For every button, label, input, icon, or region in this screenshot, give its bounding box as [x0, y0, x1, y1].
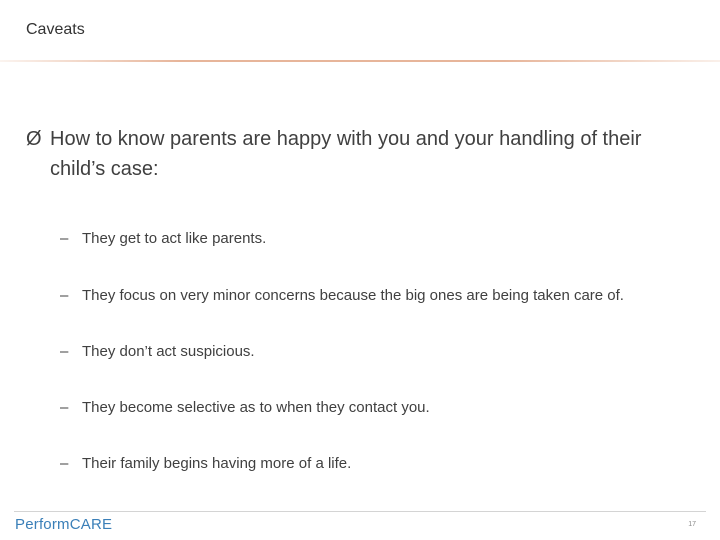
sub-item-text: They get to act like parents.	[82, 230, 267, 247]
slide-title: Caveats	[26, 21, 85, 38]
dash-bullet-icon: –	[60, 343, 69, 360]
logo-text-care: CARE	[69, 516, 113, 533]
main-bullet	[26, 124, 686, 184]
main-bullet-text: How to know parents are happy with you and your handling of their child’s case:	[50, 128, 642, 180]
logo-text-perform: Perform	[15, 516, 70, 533]
dash-bullet-icon: –	[60, 455, 69, 472]
sub-item-text: They don’t act suspicious.	[82, 343, 255, 360]
dash-bullet-icon: –	[60, 287, 69, 304]
performcare-logo	[15, 516, 112, 533]
sub-item-text: They become selective as to when they contact you.	[82, 399, 430, 416]
dash-bullet-icon: –	[60, 399, 69, 416]
sub-item-text: Their family begins having more of a life.	[82, 455, 352, 472]
sub-item	[60, 455, 351, 472]
dash-bullet-icon: –	[60, 230, 69, 247]
page-number: 17	[688, 521, 696, 528]
sub-item	[60, 399, 430, 416]
sub-item-text: They focus on very minor concerns because the big ones are being taken care of.	[82, 287, 624, 304]
title-divider	[0, 60, 720, 62]
footer-divider	[14, 511, 706, 512]
arrow-bullet-icon: Ø	[26, 128, 42, 150]
sub-item	[60, 230, 266, 247]
sub-item	[60, 287, 624, 304]
sub-item	[60, 343, 255, 360]
